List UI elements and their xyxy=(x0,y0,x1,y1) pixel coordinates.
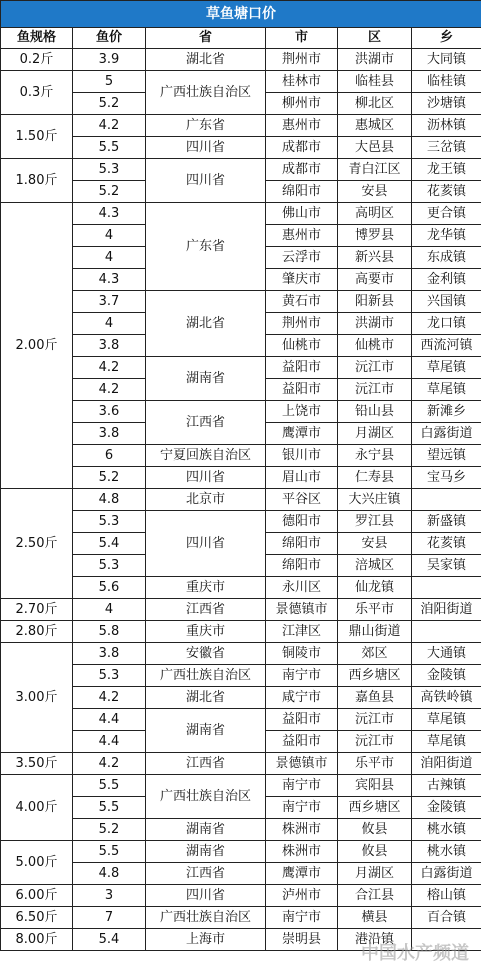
cell-city: 银川市 xyxy=(266,445,338,467)
table-row xyxy=(1,687,481,709)
cell-township: 古辣镇 xyxy=(412,775,481,797)
table-row xyxy=(1,577,481,599)
header-price: 鱼价 xyxy=(73,28,146,49)
cell-city: 眉山市 xyxy=(266,467,338,489)
cell-province: 广西壮族自治区 xyxy=(146,907,266,929)
table-row xyxy=(1,445,481,467)
cell-province: 广东省 xyxy=(146,203,266,291)
cell-spec: 2.70斤 xyxy=(1,599,73,621)
cell-district: 罗江县 xyxy=(338,511,412,533)
cell-province: 广西壮族自治区 xyxy=(146,71,266,115)
cell-district: 攸县 xyxy=(338,841,412,863)
cell-city: 崇明县 xyxy=(266,929,338,951)
table-title: 草鱼塘口价 xyxy=(0,0,481,27)
cell-spec: 0.2斤 xyxy=(1,49,73,71)
cell-city: 咸宁市 xyxy=(266,687,338,709)
cell-city: 南宁市 xyxy=(266,775,338,797)
cell-price: 4 xyxy=(73,247,146,269)
cell-district: 新兴县 xyxy=(338,247,412,269)
cell-city: 惠州市 xyxy=(266,225,338,247)
cell-district: 港沿镇 xyxy=(338,929,412,951)
cell-price: 5.3 xyxy=(73,555,146,577)
table-row xyxy=(1,775,481,797)
cell-price: 4.2 xyxy=(73,357,146,379)
cell-city: 南宁市 xyxy=(266,665,338,687)
cell-price: 3.7 xyxy=(73,291,146,313)
cell-township: 白露街道 xyxy=(412,423,481,445)
cell-district: 安县 xyxy=(338,181,412,203)
cell-province: 上海市 xyxy=(146,929,266,951)
cell-district: 西乡塘区 xyxy=(338,665,412,687)
cell-township: 龙王镇 xyxy=(412,159,481,181)
table-row xyxy=(1,665,481,687)
cell-price: 4.8 xyxy=(73,863,146,885)
cell-province: 宁夏回族自治区 xyxy=(146,445,266,467)
cell-township: 草尾镇 xyxy=(412,379,481,401)
cell-district: 安县 xyxy=(338,533,412,555)
cell-province: 湖北省 xyxy=(146,291,266,357)
cell-city: 成都市 xyxy=(266,137,338,159)
cell-price: 5.2 xyxy=(73,819,146,841)
cell-district: 大兴庄镇 xyxy=(338,489,412,511)
cell-city: 株洲市 xyxy=(266,819,338,841)
cell-district: 仙龙镇 xyxy=(338,577,412,599)
cell-city: 泸州市 xyxy=(266,885,338,907)
header-spec: 鱼规格 xyxy=(1,28,73,49)
cell-price: 3.8 xyxy=(73,643,146,665)
cell-price: 4 xyxy=(73,225,146,247)
cell-price: 4.2 xyxy=(73,687,146,709)
cell-province: 四川省 xyxy=(146,885,266,907)
cell-township: 东成镇 xyxy=(412,247,481,269)
cell-province: 江西省 xyxy=(146,863,266,885)
cell-price: 5 xyxy=(73,71,146,93)
cell-district: 沅江市 xyxy=(338,709,412,731)
table-row xyxy=(1,489,481,511)
cell-district: 铅山县 xyxy=(338,401,412,423)
cell-township: 沥林镇 xyxy=(412,115,481,137)
cell-province: 北京市 xyxy=(146,489,266,511)
cell-city: 景德镇市 xyxy=(266,753,338,775)
cell-spec: 2.00斤 xyxy=(1,203,73,489)
cell-township: 桃水镇 xyxy=(412,819,481,841)
cell-township: 吴家镇 xyxy=(412,555,481,577)
cell-spec: 1.50斤 xyxy=(1,115,73,159)
cell-district: 大邑县 xyxy=(338,137,412,159)
table-row xyxy=(1,885,481,907)
cell-city: 荆州市 xyxy=(266,49,338,71)
cell-price: 4 xyxy=(73,599,146,621)
cell-city: 上饶市 xyxy=(266,401,338,423)
cell-district: 嘉鱼县 xyxy=(338,687,412,709)
cell-city: 绵阳市 xyxy=(266,181,338,203)
cell-price: 5.3 xyxy=(73,511,146,533)
table-row xyxy=(1,643,481,665)
cell-city: 黄石市 xyxy=(266,291,338,313)
cell-township: 新盛镇 xyxy=(412,511,481,533)
cell-spec: 1.80斤 xyxy=(1,159,73,203)
cell-spec: 3.00斤 xyxy=(1,643,73,753)
cell-city: 益阳市 xyxy=(266,357,338,379)
cell-price: 4.3 xyxy=(73,203,146,225)
cell-province: 湖北省 xyxy=(146,49,266,71)
cell-city: 绵阳市 xyxy=(266,555,338,577)
header-city: 市 xyxy=(266,28,338,49)
cell-city: 南宁市 xyxy=(266,907,338,929)
header-province: 省 xyxy=(146,28,266,49)
cell-district: 高明区 xyxy=(338,203,412,225)
cell-district: 月湖区 xyxy=(338,863,412,885)
cell-district: 西乡塘区 xyxy=(338,797,412,819)
cell-price: 5.5 xyxy=(73,797,146,819)
cell-province: 湖南省 xyxy=(146,819,266,841)
cell-district: 乐平市 xyxy=(338,753,412,775)
cell-city: 桂林市 xyxy=(266,71,338,93)
cell-spec: 3.50斤 xyxy=(1,753,73,775)
cell-township: 草尾镇 xyxy=(412,709,481,731)
cell-city: 平谷区 xyxy=(266,489,338,511)
cell-city: 铜陵市 xyxy=(266,643,338,665)
cell-district: 惠城区 xyxy=(338,115,412,137)
table-body xyxy=(1,49,481,951)
cell-price: 7 xyxy=(73,907,146,929)
cell-price: 4.3 xyxy=(73,269,146,291)
cell-district: 沅江市 xyxy=(338,379,412,401)
cell-district: 高要市 xyxy=(338,269,412,291)
cell-price: 3.9 xyxy=(73,49,146,71)
cell-spec: 6.00斤 xyxy=(1,885,73,907)
cell-price: 4.2 xyxy=(73,115,146,137)
cell-province: 湖北省 xyxy=(146,687,266,709)
cell-price: 4.4 xyxy=(73,709,146,731)
cell-province: 江西省 xyxy=(146,753,266,775)
cell-district: 洪湖市 xyxy=(338,49,412,71)
cell-spec: 8.00斤 xyxy=(1,929,73,951)
cell-price: 4.2 xyxy=(73,753,146,775)
cell-price: 5.3 xyxy=(73,665,146,687)
cell-city: 株洲市 xyxy=(266,841,338,863)
cell-province: 安徽省 xyxy=(146,643,266,665)
cell-price: 3.8 xyxy=(73,423,146,445)
table-row xyxy=(1,159,481,181)
cell-price: 5.5 xyxy=(73,775,146,797)
cell-price: 3 xyxy=(73,885,146,907)
cell-district: 郊区 xyxy=(338,643,412,665)
cell-township: 龙口镇 xyxy=(412,313,481,335)
header-district: 区 xyxy=(338,28,412,49)
cell-price: 3.8 xyxy=(73,335,146,357)
cell-spec: 2.80斤 xyxy=(1,621,73,643)
cell-district: 沅江市 xyxy=(338,731,412,753)
cell-price: 4.4 xyxy=(73,731,146,753)
table-row xyxy=(1,71,481,93)
cell-city: 南宁市 xyxy=(266,797,338,819)
cell-price: 5.2 xyxy=(73,467,146,489)
table-row xyxy=(1,291,481,313)
cell-spec: 5.00斤 xyxy=(1,841,73,885)
cell-spec: 0.3斤 xyxy=(1,71,73,115)
cell-city: 鹰潭市 xyxy=(266,423,338,445)
cell-price: 5.4 xyxy=(73,929,146,951)
cell-district: 洪湖市 xyxy=(338,313,412,335)
header-township: 乡 xyxy=(412,28,481,49)
cell-spec: 4.00斤 xyxy=(1,775,73,841)
cell-township: 大同镇 xyxy=(412,49,481,71)
table-row xyxy=(1,907,481,929)
cell-city: 永川区 xyxy=(266,577,338,599)
cell-district: 攸县 xyxy=(338,819,412,841)
cell-township: 洎阳街道 xyxy=(412,753,481,775)
cell-district: 乐平市 xyxy=(338,599,412,621)
cell-township: 更合镇 xyxy=(412,203,481,225)
table-row xyxy=(1,929,481,951)
cell-province: 广东省 xyxy=(146,115,266,137)
table-row xyxy=(1,115,481,137)
cell-city: 景德镇市 xyxy=(266,599,338,621)
cell-district: 鼎山街道 xyxy=(338,621,412,643)
cell-city: 荆州市 xyxy=(266,313,338,335)
cell-price: 5.5 xyxy=(73,841,146,863)
cell-spec: 6.50斤 xyxy=(1,907,73,929)
cell-province: 四川省 xyxy=(146,137,266,159)
cell-province: 重庆市 xyxy=(146,577,266,599)
cell-district: 永宁县 xyxy=(338,445,412,467)
cell-township: 榕山镇 xyxy=(412,885,481,907)
cell-price: 5.2 xyxy=(73,181,146,203)
cell-price: 5.5 xyxy=(73,137,146,159)
cell-province: 重庆市 xyxy=(146,621,266,643)
cell-district: 月湖区 xyxy=(338,423,412,445)
header-row xyxy=(1,28,481,49)
cell-price: 5.6 xyxy=(73,577,146,599)
table-row xyxy=(1,401,481,423)
cell-city: 仙桃市 xyxy=(266,335,338,357)
cell-township: 百合镇 xyxy=(412,907,481,929)
cell-city: 绵阳市 xyxy=(266,533,338,555)
cell-township: 高铁岭镇 xyxy=(412,687,481,709)
table-row xyxy=(1,863,481,885)
cell-city: 益阳市 xyxy=(266,379,338,401)
cell-township: 草尾镇 xyxy=(412,357,481,379)
cell-district: 青白江区 xyxy=(338,159,412,181)
cell-township xyxy=(412,577,481,599)
table-row xyxy=(1,841,481,863)
table-row xyxy=(1,357,481,379)
cell-city: 柳州市 xyxy=(266,93,338,115)
cell-city: 佛山市 xyxy=(266,203,338,225)
cell-province: 湖南省 xyxy=(146,357,266,401)
table-row xyxy=(1,203,481,225)
table-row xyxy=(1,621,481,643)
cell-district: 宾阳县 xyxy=(338,775,412,797)
cell-township: 花荄镇 xyxy=(412,533,481,555)
cell-city: 云浮市 xyxy=(266,247,338,269)
cell-township xyxy=(412,929,481,951)
cell-township: 金陵镇 xyxy=(412,665,481,687)
cell-city: 德阳市 xyxy=(266,511,338,533)
table-row xyxy=(1,49,481,71)
cell-township: 三岔镇 xyxy=(412,137,481,159)
cell-district: 仁寿县 xyxy=(338,467,412,489)
cell-district: 横县 xyxy=(338,907,412,929)
cell-province: 湖南省 xyxy=(146,841,266,863)
cell-district: 沅江市 xyxy=(338,357,412,379)
cell-city: 鹰潭市 xyxy=(266,863,338,885)
cell-province: 广西壮族自治区 xyxy=(146,665,266,687)
cell-township: 沙塘镇 xyxy=(412,93,481,115)
watermark: 中国水产频道 xyxy=(361,943,469,964)
cell-township: 新滩乡 xyxy=(412,401,481,423)
cell-city: 益阳市 xyxy=(266,709,338,731)
cell-township: 花荄镇 xyxy=(412,181,481,203)
cell-township: 桃水镇 xyxy=(412,841,481,863)
cell-city: 肇庆市 xyxy=(266,269,338,291)
cell-city: 成都市 xyxy=(266,159,338,181)
cell-price: 5.4 xyxy=(73,533,146,555)
cell-city: 惠州市 xyxy=(266,115,338,137)
cell-township xyxy=(412,489,481,511)
table-row xyxy=(1,137,481,159)
cell-province: 广西壮族自治区 xyxy=(146,775,266,819)
cell-province: 四川省 xyxy=(146,511,266,577)
cell-province: 湖南省 xyxy=(146,709,266,753)
cell-township: 望远镇 xyxy=(412,445,481,467)
cell-province: 四川省 xyxy=(146,159,266,203)
cell-district: 博罗县 xyxy=(338,225,412,247)
cell-price: 3.6 xyxy=(73,401,146,423)
cell-township: 金陵镇 xyxy=(412,797,481,819)
cell-township: 金利镇 xyxy=(412,269,481,291)
cell-district: 柳北区 xyxy=(338,93,412,115)
table-row xyxy=(1,511,481,533)
table-row xyxy=(1,753,481,775)
table-row xyxy=(1,467,481,489)
cell-township: 宝马乡 xyxy=(412,467,481,489)
cell-township: 兴国镇 xyxy=(412,291,481,313)
cell-township: 白露街道 xyxy=(412,863,481,885)
cell-township: 西流河镇 xyxy=(412,335,481,357)
cell-price: 4.2 xyxy=(73,379,146,401)
table-row xyxy=(1,599,481,621)
table-row xyxy=(1,709,481,731)
cell-price: 6 xyxy=(73,445,146,467)
cell-price: 5.3 xyxy=(73,159,146,181)
cell-district: 仙桃市 xyxy=(338,335,412,357)
cell-district: 涪城区 xyxy=(338,555,412,577)
cell-township: 洎阳街道 xyxy=(412,599,481,621)
cell-township: 大通镇 xyxy=(412,643,481,665)
cell-province: 四川省 xyxy=(146,467,266,489)
cell-price: 4.8 xyxy=(73,489,146,511)
cell-district: 合江县 xyxy=(338,885,412,907)
cell-city: 益阳市 xyxy=(266,731,338,753)
cell-township: 临桂镇 xyxy=(412,71,481,93)
table-row xyxy=(1,819,481,841)
cell-township: 草尾镇 xyxy=(412,731,481,753)
cell-township: 龙华镇 xyxy=(412,225,481,247)
cell-price: 5.8 xyxy=(73,621,146,643)
cell-province: 江西省 xyxy=(146,599,266,621)
cell-spec: 2.50斤 xyxy=(1,489,73,599)
cell-township xyxy=(412,621,481,643)
cell-city: 江津区 xyxy=(266,621,338,643)
cell-province: 江西省 xyxy=(146,401,266,445)
cell-district: 临桂县 xyxy=(338,71,412,93)
cell-district: 阳新县 xyxy=(338,291,412,313)
cell-price: 4 xyxy=(73,313,146,335)
cell-price: 5.2 xyxy=(73,93,146,115)
